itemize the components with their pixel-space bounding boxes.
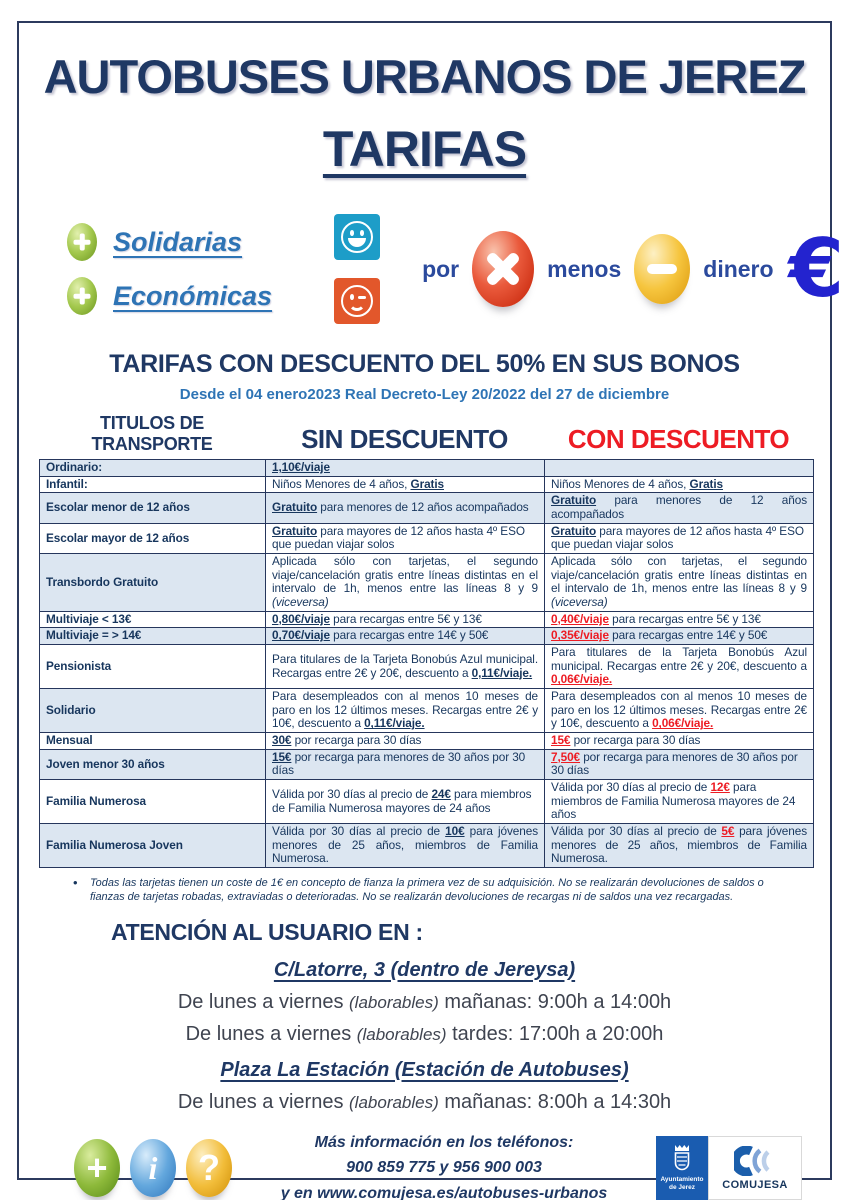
footer [74, 1130, 802, 1200]
table-row [40, 611, 814, 628]
table-row [40, 628, 814, 645]
fare-sin-descuento: 30€ por recarga para 30 días [266, 733, 545, 750]
column-header-sin-descuento: SIN DESCUENTO [301, 424, 508, 454]
table-row [40, 523, 814, 553]
column-header-con-descuento: CON DESCUENTO [567, 424, 790, 454]
fare-con-descuento: Aplicada sólo con tarjetas, el segundo viaje/cancelación gratis entre líneas distintas en el intervalo de 1h, menos entre las líneas 8 y 9 (viceversa) [545, 554, 814, 612]
footer-info-line: Más información en los teléfonos: [314, 1133, 574, 1151]
jerez-crest-icon [669, 1144, 695, 1174]
table-column-headers [39, 413, 814, 455]
footer-info [240, 1130, 648, 1200]
question-badge-icon: ? [186, 1139, 232, 1197]
fare-label: Escolar menor de 12 años [40, 493, 266, 523]
comujesa-logo-label: COMUJESA [722, 1178, 788, 1191]
benefit-label-economicas: Económicas [113, 280, 273, 311]
fares-table-body [40, 460, 814, 868]
ayuntamiento-logo [656, 1136, 708, 1200]
fare-label: Familia Numerosa Joven [40, 824, 266, 868]
table-row [40, 689, 814, 733]
fare-sin-descuento: Para desempleados con al menos 10 meses de paro en los 12 últimos meses. Recargas entre 2€ y 10€, descuento a 0,11€/viaje. [266, 689, 545, 733]
main-title: AUTOBUSES URBANOS DE JEREZ [43, 50, 806, 103]
table-row [40, 460, 814, 477]
schedule-line: De lunes a viernes (laborables) mañanas: 8:00h a 14:30h [177, 1090, 672, 1113]
fare-con-descuento: Válida por 30 días al precio de 5€ para jóvenes menores de 25 años, miembros de Familia Numerosa. [545, 824, 814, 868]
fare-sin-descuento: 0,80€/viaje para recargas entre 5€ y 13€ [266, 611, 545, 628]
comujesa-logo [708, 1136, 802, 1200]
fare-label: Familia Numerosa [40, 780, 266, 824]
fare-sin-descuento: Aplicada sólo con tarjetas, el segundo viaje/cancelación gratis entre líneas distintas en el intervalo de 1h, menos entre las líneas 8 y 9 (viceversa) [266, 554, 545, 612]
table-row [40, 554, 814, 612]
fare-sin-descuento: 0,70€/viaje para recargas entre 14€ y 50€ [266, 628, 545, 645]
comujesa-arcs-icon [734, 1146, 776, 1176]
location-name: Plaza La Estación (Estación de Autobuses) [220, 1058, 629, 1081]
euro-icon: € [788, 222, 845, 315]
table-row [40, 733, 814, 750]
table-row [40, 645, 814, 689]
word-menos: menos [547, 255, 622, 282]
table-row [40, 493, 814, 523]
bullet-icon: • [73, 875, 78, 891]
deposit-note-text: Todas las tarjetas tienen un coste de 1€ en concepto de fianza la primera vez de su adquisición. No se realizarán devoluciones de saldos o fianzas de tarjetas robadas, extraviadas o deterioradas. No se realizarán devoluciones de recargas ni de saldos una vez recargadas. [89, 877, 764, 904]
info-badge-icon: i [130, 1139, 176, 1197]
locations [19, 959, 830, 1114]
table-row [40, 749, 814, 779]
deposit-note [73, 876, 804, 905]
fare-sin-descuento: Niños Menores de 4 años, Gratis [266, 476, 545, 493]
fare-label: Escolar mayor de 12 años [40, 523, 266, 553]
fare-label: Mensual [40, 733, 266, 750]
location-name: C/Latorre, 3 (dentro de Jereysa) [273, 958, 576, 981]
x-cross-icon [472, 231, 534, 307]
attention-heading: ATENCIÓN AL USUARIO EN : [111, 918, 423, 945]
fare-con-descuento: Válida por 30 días al precio de 12€ para miembros de Familia Numerosa mayores de 24 años [545, 780, 814, 824]
minus-icon [634, 234, 690, 304]
fare-con-descuento [545, 460, 814, 477]
discount-heading: TARIFAS CON DESCUENTO DEL 50% EN SUS BONOS [109, 350, 740, 378]
page-frame [17, 21, 845, 1200]
fare-label: Multiviaje < 13€ [40, 611, 266, 628]
footer-info-line: 900 859 775 y 956 900 003 [346, 1159, 542, 1177]
fare-label: Infantil: [40, 476, 266, 493]
fare-label: Multiviaje = > 14€ [40, 628, 266, 645]
fare-label: Solidario [40, 689, 266, 733]
fare-label: Joven menor 30 años [40, 749, 266, 779]
footer-badges [74, 1139, 232, 1197]
fare-label: Ordinario: [40, 460, 266, 477]
fare-con-descuento: Niños Menores de 4 años, Gratis [545, 476, 814, 493]
fares-table [39, 459, 814, 868]
footer-logos [656, 1136, 802, 1200]
fare-con-descuento: Para desempleados con al menos 10 meses de paro en los 12 últimos meses. Recargas entre 2€ y 10€, descuento a 0,06€/viaje. [545, 689, 814, 733]
fare-sin-descuento: 15€ por recarga para menores de 30 años por 30 días [266, 749, 545, 779]
fare-label: Transbordo Gratuito [40, 554, 266, 612]
schedule-line: De lunes a viernes (laborables) tardes: 17:00h a 20:00h [185, 1022, 664, 1045]
fare-label: Pensionista [40, 645, 266, 689]
tarifas-title: TARIFAS [322, 121, 527, 177]
word-por: por [422, 255, 460, 282]
table-row [40, 780, 814, 824]
table-row [40, 476, 814, 493]
benefits-section [67, 214, 845, 324]
footer-info-line: y en www.comujesa.es/autobuses-urbanos [280, 1184, 608, 1200]
fare-sin-descuento: 1,10€/viaje [266, 460, 545, 477]
fare-con-descuento: Gratuito para mayores de 12 años hasta 4º ESO que puedan viajar solos [545, 523, 814, 553]
fare-con-descuento: 7,50€ por recarga para menores de 30 años por 30 días [545, 749, 814, 779]
fare-con-descuento: Gratuito para menores de 12 años acompañados [545, 493, 814, 523]
ayuntamiento-logo-label: Ayuntamiento de Jerez [660, 1176, 704, 1192]
fare-sin-descuento: Gratuito para menores de 12 años acompañados [266, 493, 545, 523]
fare-sin-descuento: Válida por 30 días al precio de 10€ para jóvenes menores de 25 años, miembros de Familia Numerosa. [266, 824, 545, 868]
word-dinero: dinero [703, 255, 774, 282]
fare-con-descuento: Para titulares de la Tarjeta Bonobús Azul municipal. Recargas entre 2€ y 20€, descuento a 0,06€/viaje. [545, 645, 814, 689]
benefit-economicas [67, 277, 272, 315]
smiley-wink-icon [334, 278, 380, 324]
fare-con-descuento: 0,40€/viaje para recargas entre 5€ y 13€ [545, 611, 814, 628]
fare-con-descuento: 0,35€/viaje para recargas entre 14€ y 50€ [545, 628, 814, 645]
discount-subheading: Desde el 04 enero2023 Real Decreto-Ley 20/2022 del 27 de diciembre [179, 386, 670, 403]
benefit-solidarias [67, 223, 272, 261]
por-menos-dinero-phrase [422, 222, 845, 315]
smiley-happy-icon [334, 214, 380, 260]
schedule-line: De lunes a viernes (laborables) mañanas: 9:00h a 14:00h [177, 990, 672, 1013]
fare-sin-descuento: Válida por 30 días al precio de 24€ para miembros de Familia Numerosa mayores de 24 años [266, 780, 545, 824]
plus-icon [67, 223, 97, 261]
plus-badge-icon: + [74, 1139, 120, 1197]
benefit-label-solidarias: Solidarias [113, 226, 243, 257]
fare-con-descuento: 15€ por recarga para 30 días [545, 733, 814, 750]
fare-sin-descuento: Para titulares de la Tarjeta Bonobús Azul municipal. Recargas entre 2€ y 20€, descuento a 0,11€/viaje. [266, 645, 545, 689]
fare-sin-descuento: Gratuito para mayores de 12 años hasta 4º ESO que puedan viajar solos [266, 523, 545, 553]
plus-icon [67, 277, 97, 315]
column-header-titles: TITULOS DE TRANSPORTE [91, 413, 213, 454]
table-row [40, 824, 814, 868]
